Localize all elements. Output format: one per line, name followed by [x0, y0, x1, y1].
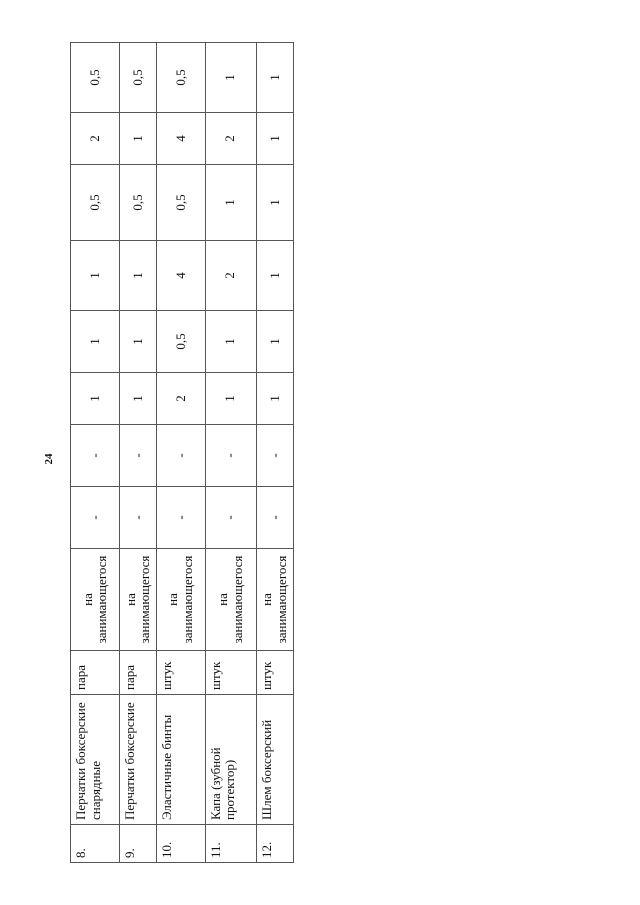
value-cell: 2	[71, 113, 120, 165]
row-number-cell: 9.	[120, 825, 157, 863]
value-cell: 1	[120, 113, 157, 165]
calc-unit-cell: на занимающегося	[157, 549, 205, 651]
value-cell: 1	[205, 311, 256, 373]
value-cell: 1	[120, 311, 157, 373]
value-cell: 0,5	[120, 43, 157, 113]
equipment-table	[70, 42, 294, 863]
value-cell: 1	[256, 373, 293, 425]
value-cell: -	[120, 425, 157, 487]
unit-cell: штук	[256, 651, 293, 695]
item-name-cell: Перчатки боксерские	[120, 695, 157, 825]
value-cell: 1	[71, 241, 120, 311]
item-name-cell: Перчатки боксерские снарядные	[71, 695, 120, 825]
table-row	[71, 43, 120, 863]
value-cell: 0,5	[157, 165, 205, 241]
value-cell: -	[205, 425, 256, 487]
equipment-table-rotated	[70, 43, 294, 863]
value-cell: 2	[205, 113, 256, 165]
unit-cell: штук	[157, 651, 205, 695]
table-row	[256, 43, 293, 863]
row-number-cell: 10.	[157, 825, 205, 863]
value-cell: 1	[256, 113, 293, 165]
table-row	[205, 43, 256, 863]
calc-unit-cell: на занимающегося	[120, 549, 157, 651]
value-cell: 1	[256, 43, 293, 113]
value-cell: 1	[256, 165, 293, 241]
value-cell: 0,5	[157, 43, 205, 113]
value-cell: -	[256, 425, 293, 487]
row-number-cell: 12.	[256, 825, 293, 863]
value-cell: -	[256, 487, 293, 549]
value-cell: 1	[120, 241, 157, 311]
value-cell: 0,5	[120, 165, 157, 241]
item-name-cell: Шлем боксерский	[256, 695, 293, 825]
value-cell: 1	[205, 43, 256, 113]
table-row	[120, 43, 157, 863]
calc-unit-cell: на занимающегося	[71, 549, 120, 651]
unit-cell: пара	[71, 651, 120, 695]
calc-unit-cell: на занимающегося	[256, 549, 293, 651]
table-row	[157, 43, 205, 863]
value-cell: 1	[256, 241, 293, 311]
value-cell: -	[71, 425, 120, 487]
row-number-cell: 11.	[205, 825, 256, 863]
value-cell: -	[157, 425, 205, 487]
value-cell: 2	[157, 373, 205, 425]
value-cell: 1	[120, 373, 157, 425]
row-number-cell: 8.	[71, 825, 120, 863]
value-cell: 1	[71, 311, 120, 373]
page-number: 24	[43, 453, 55, 465]
unit-cell: штук	[205, 651, 256, 695]
value-cell: 1	[205, 165, 256, 241]
value-cell: 1	[71, 373, 120, 425]
value-cell: 2	[205, 241, 256, 311]
calc-unit-cell: на занимающегося	[205, 549, 256, 651]
item-name-cell: Капа (зубной протектор)	[205, 695, 256, 825]
value-cell: -	[157, 487, 205, 549]
value-cell: 0,5	[71, 43, 120, 113]
value-cell: -	[120, 487, 157, 549]
value-cell: 1	[256, 311, 293, 373]
value-cell: 0,5	[157, 311, 205, 373]
unit-cell: пара	[120, 651, 157, 695]
value-cell: -	[205, 487, 256, 549]
value-cell: 1	[205, 373, 256, 425]
value-cell: 0,5	[71, 165, 120, 241]
value-cell: 4	[157, 113, 205, 165]
value-cell: -	[71, 487, 120, 549]
item-name-cell: Эластичные бинты	[157, 695, 205, 825]
value-cell: 4	[157, 241, 205, 311]
